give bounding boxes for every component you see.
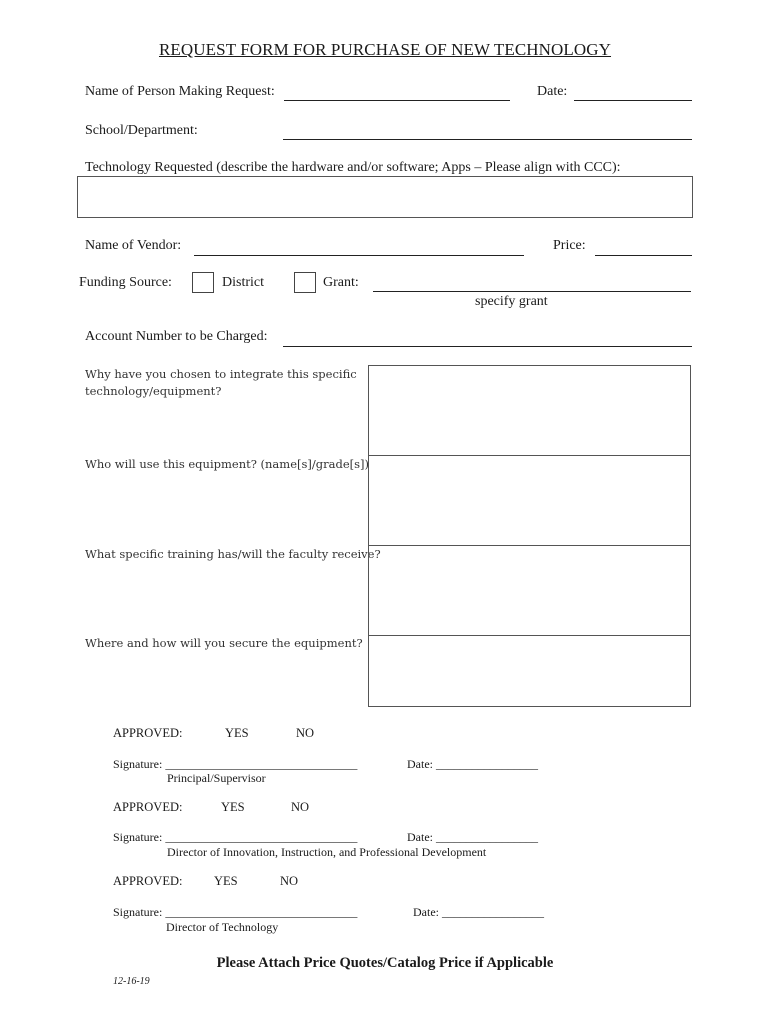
answer-secure-box[interactable]: [368, 635, 691, 707]
technology-field[interactable]: [77, 176, 693, 218]
vendor-field[interactable]: [194, 255, 524, 256]
page-title: REQUEST FORM FOR PURCHASE OF NEW TECHNOLOGY: [158, 40, 612, 59]
date-label: Date:: [537, 84, 568, 99]
approved-label: APPROVED:: [113, 874, 183, 888]
signature-field[interactable]: Signature: ________________________________: [113, 905, 358, 919]
technology-label: Technology Requested (describe the hardware and/or software; Apps – Please align with CCC):: [85, 160, 621, 175]
approve-no-option[interactable]: NO: [296, 726, 315, 740]
name-field[interactable]: [284, 100, 510, 101]
account-label: Account Number to be Charged:: [85, 329, 268, 344]
signer-role: Director of Technology: [166, 920, 279, 934]
district-checkbox[interactable]: [192, 272, 214, 293]
approve-yes-option[interactable]: YES: [214, 874, 238, 888]
answer-training-box[interactable]: [368, 545, 691, 636]
price-label: Price:: [553, 238, 586, 253]
grant-field[interactable]: [373, 291, 691, 292]
question-why: Why have you chosen to integrate this specific technology/equipment?: [85, 367, 357, 398]
question-who: Who will use this equipment? (name[s]/grade[s]): [85, 457, 369, 471]
approve-no-option[interactable]: NO: [291, 800, 310, 814]
funding-label: Funding Source:: [79, 275, 172, 290]
name-label: Name of Person Making Request:: [85, 84, 275, 99]
attach-quotes-note: Please Attach Price Quotes/Catalog Price if Applicable: [216, 955, 554, 971]
answer-who-box[interactable]: [368, 455, 691, 546]
signature-field[interactable]: Signature: ________________________________: [113, 757, 358, 771]
approve-no-option[interactable]: NO: [280, 874, 299, 888]
approved-label: APPROVED:: [113, 726, 183, 740]
approve-yes-option[interactable]: YES: [221, 800, 245, 814]
signature-field[interactable]: Signature: ________________________________: [113, 830, 358, 844]
account-field[interactable]: [283, 346, 692, 347]
answer-why-box[interactable]: [368, 365, 691, 456]
school-label: School/Department:: [85, 123, 198, 138]
district-label: District: [222, 275, 264, 290]
revision-date: 12-16-19: [113, 976, 150, 987]
signature-date-field[interactable]: Date: _________________: [407, 830, 538, 844]
question-training: What specific training has/will the faculty receive?: [85, 547, 381, 561]
date-field[interactable]: [574, 100, 692, 101]
grant-checkbox[interactable]: [294, 272, 316, 293]
specify-grant-hint: specify grant: [475, 294, 548, 309]
approve-yes-option[interactable]: YES: [225, 726, 249, 740]
signer-role: Director of Innovation, Instruction, and Professional Development: [167, 845, 487, 859]
price-field[interactable]: [595, 255, 692, 256]
approved-label: APPROVED:: [113, 800, 183, 814]
vendor-label: Name of Vendor:: [85, 238, 182, 253]
signature-date-field[interactable]: Date: _________________: [413, 905, 544, 919]
school-field[interactable]: [283, 139, 692, 140]
signature-date-field[interactable]: Date: _________________: [407, 757, 538, 771]
signer-role: Principal/Supervisor: [167, 771, 266, 785]
grant-label: Grant:: [323, 275, 359, 290]
question-secure: Where and how will you secure the equipment?: [85, 636, 363, 650]
